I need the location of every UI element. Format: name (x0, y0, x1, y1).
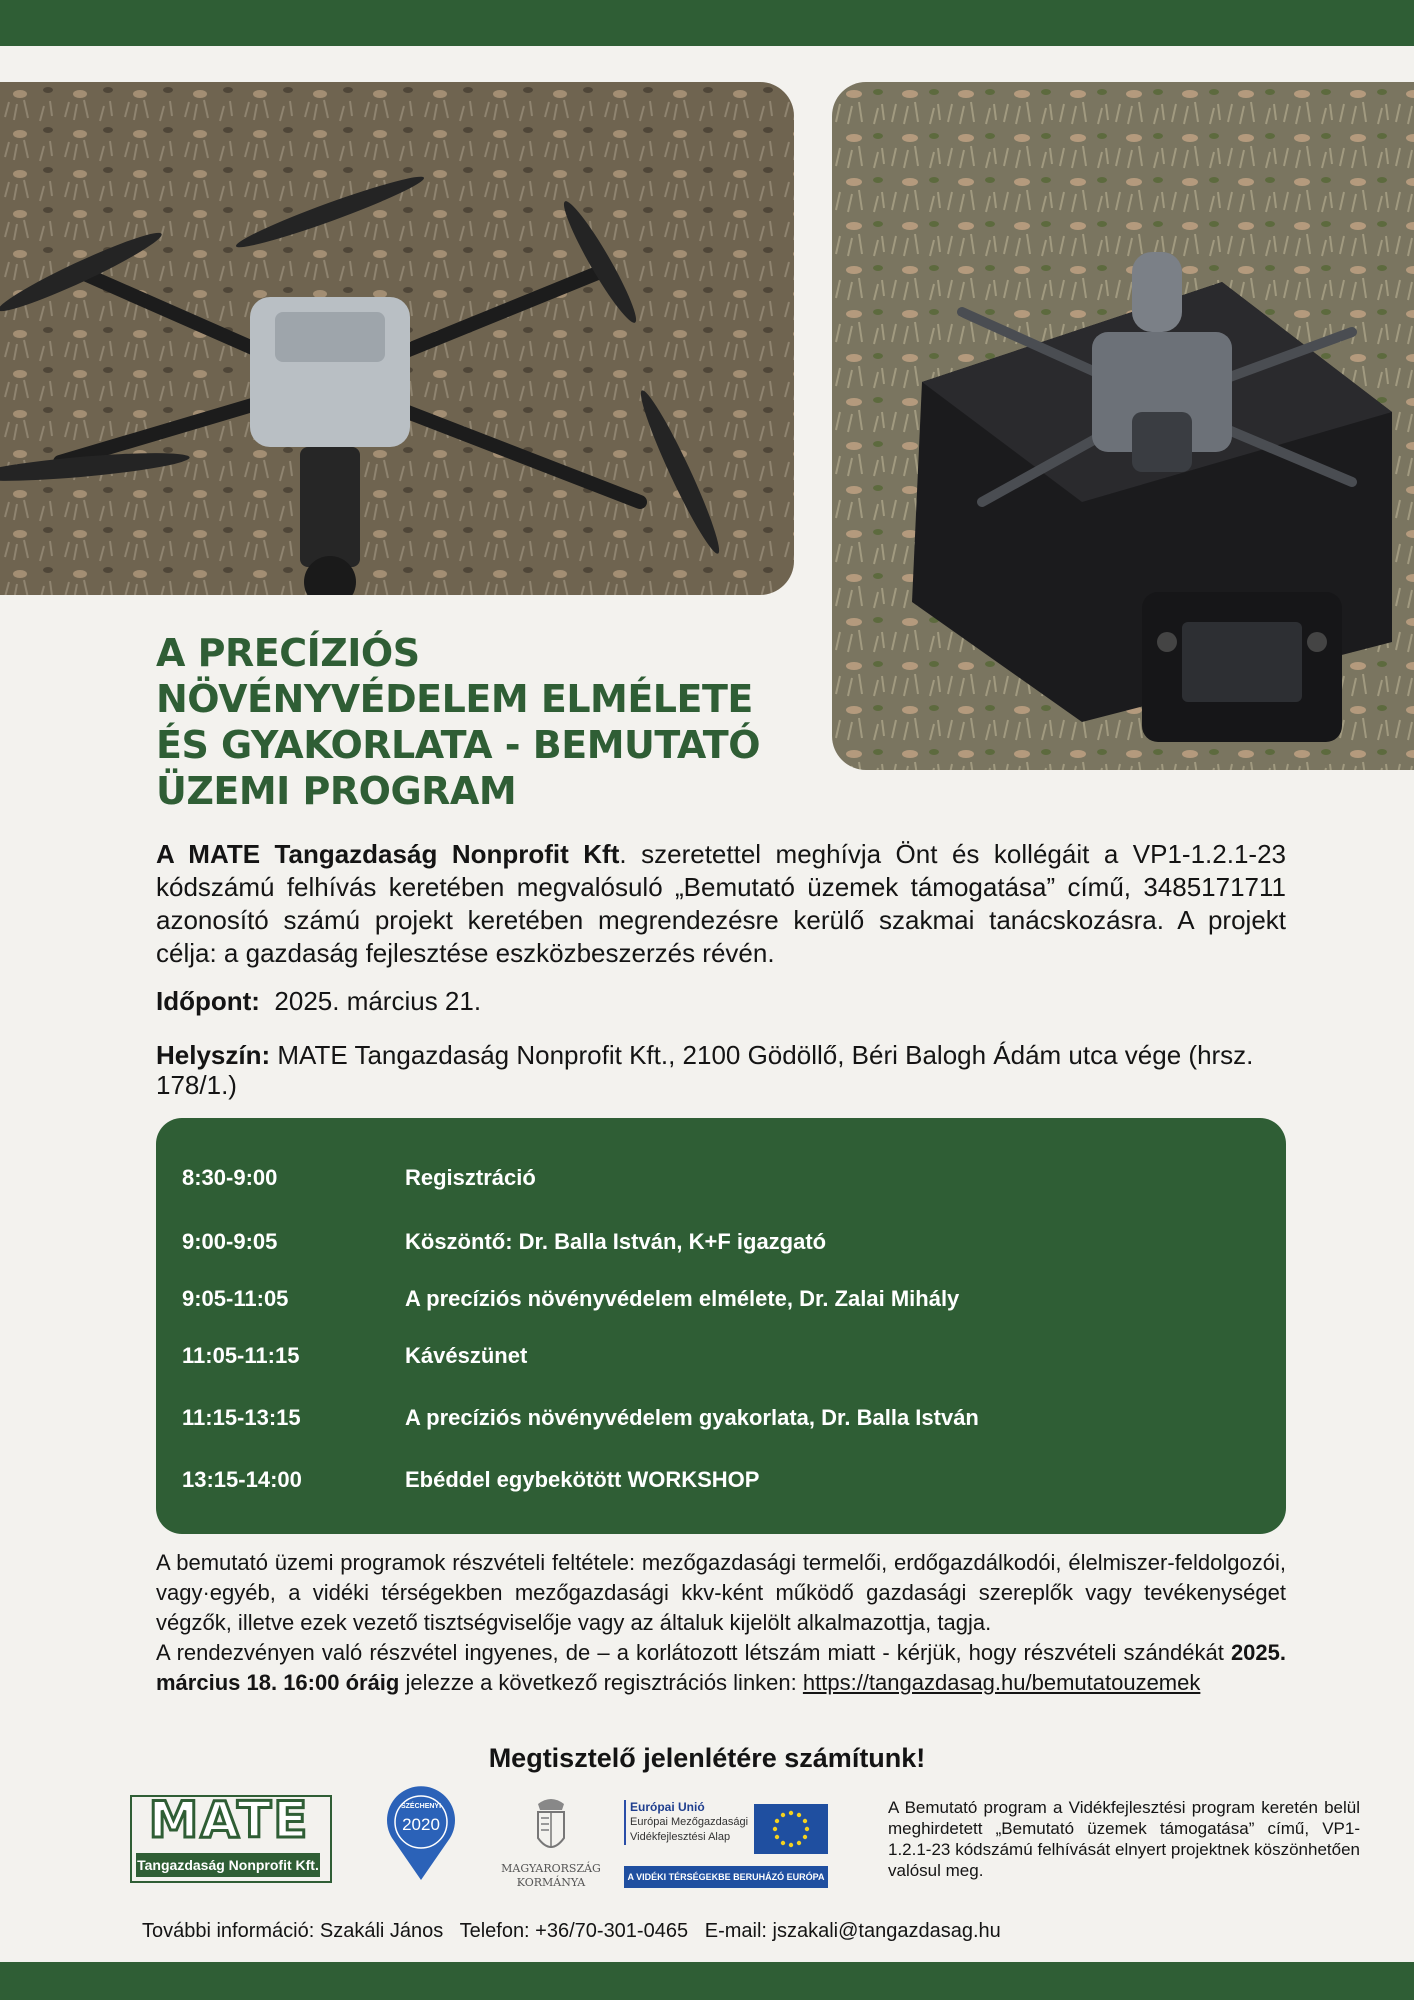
government-logo-text (498, 1862, 604, 1890)
date-value: 2025. március 21. (274, 986, 482, 1016)
agenda-item: Ebéddel egybekötött WORKSHOP (405, 1467, 760, 1492)
agricultural-drone-photo (0, 82, 794, 595)
location-label: Helyszín: (156, 1040, 271, 1070)
government-line: MAGYARORSZÁG (501, 1862, 601, 1875)
eu-title: Európai Unió (630, 1800, 705, 1814)
registration-link[interactable]: https://tangazdasag.hu/bemutatouzemek (802, 1670, 1201, 1695)
agenda-item: Regisztráció (405, 1165, 536, 1190)
closing-line: Megtisztelő jelenlétére számítunk! (488, 1743, 926, 1773)
agenda-row (156, 1165, 1286, 1195)
contact-info: További információ: Szakáli János Telefon: +36/70-301-0465 E-mail: jszakali@tangazdasag.hu (142, 1920, 1001, 1942)
eligibility-text: A bemutató üzemi programok részvételi feltétele: mezőgazdasági termelői, erdőgazdálkodói, élelmiszer-feldolgozói, vagy·egyéb, a vidéki térségekben mezőgazdasági kkv-ként működő gazdasági szereplők vagy tevékenységet végzők, illetve ezek vezető tisztségviselője vagy az általuk kijelölt alkalmazottja, tagja. (156, 1550, 1286, 1635)
agenda-row (156, 1229, 1286, 1259)
government-logo (501, 1792, 601, 1892)
bottom-band (0, 1962, 1414, 2000)
organizer-name: A MATE Tangazdaság Nonprofit Kft (156, 839, 620, 869)
event-date (156, 986, 1286, 1016)
government-line: KORMÁNYA (516, 1876, 586, 1889)
title-line: ÜZEMI PROGRAM (156, 769, 517, 813)
location-value: MATE Tangazdaság Nonprofit Kft., 2100 Gödöllő, Béri Balogh Ádám utca vége (hrsz. 178/1.) (156, 1040, 1254, 1100)
agenda-time: 9:00-9:05 (182, 1229, 278, 1254)
registration-intro: A rendezvényen való részvétel ingyenes, de – a korlátozott létszám miatt - kérjük, hogy részvételi szándékát (156, 1640, 1231, 1665)
szechenyi-year: 2020 (402, 1815, 440, 1834)
eu-slogan: A VIDÉKI TÉRSÉGEKBE BERUHÁZÓ EURÓPA (624, 1866, 828, 1888)
eu-logo (624, 1800, 828, 1892)
agenda-item: A precíziós növényvédelem gyakorlata, Dr. Balla István (405, 1405, 979, 1430)
registration-instruction: jelezze a következő regisztrációs linken: (399, 1670, 803, 1695)
agenda-row (156, 1467, 1286, 1497)
date-label: Időpont: (156, 986, 260, 1016)
agenda-time: 11:15-13:15 (182, 1405, 301, 1430)
szechenyi-label: SZÉCHENYI (400, 1803, 442, 1810)
eu-flag-icon (754, 1804, 828, 1854)
agenda-item: A precíziós növényvédelem elmélete, Dr. Zalai Mihály (405, 1286, 960, 1311)
event-location (156, 1040, 1286, 1100)
mate-logo-letters: MATE (148, 1791, 310, 1849)
eu-logo-text (624, 1800, 754, 1845)
agenda-time: 13:15-14:00 (182, 1467, 302, 1492)
szechenyi-2020-logo (386, 1786, 456, 1882)
eu-fund-line: Vidékfejlesztési Alap (630, 1831, 731, 1843)
page-title (156, 630, 816, 814)
agenda-box (156, 1118, 1286, 1534)
title-line: A PRECÍZIÓS (156, 631, 420, 675)
agenda-row (156, 1343, 1286, 1373)
invitation-text (156, 838, 1286, 970)
invitation-body: . szeretettel meghívja Önt és kollégáit a VP1-1.2.1-23 kódszámú felhívás keretében megvalósuló „Bemutató üzemek támogatása” című, 3485171711 azonosító számú projekt keretében megrendezésre kerülő szakmai tanácskozásra. A projekt célja: a gazdaság fejlesztése eszközbeszerzés révén. (156, 839, 1286, 968)
mate-logo-subtitle: Tangazdaság Nonprofit Kft. (136, 1853, 320, 1877)
title-line: NÖVÉNYVÉDELEM ELMÉLETE (156, 677, 753, 721)
agenda-item: Köszöntő: Dr. Balla István, K+F igazgató (405, 1229, 827, 1254)
eu-fund-line: Európai Mezőgazdasági (630, 1816, 749, 1828)
agenda-time: 8:30-9:00 (182, 1165, 278, 1190)
inspection-drone-photo (832, 82, 1414, 770)
mate-logo (130, 1791, 332, 1883)
agenda-item: Kávészünet (405, 1343, 528, 1368)
agenda-row (156, 1405, 1286, 1435)
title-line: ÉS GYAKORLATA - BEMUTATÓ (156, 723, 761, 767)
top-band (0, 0, 1414, 46)
funding-note: A Bemutató program a Vidékfejlesztési program keretén belül meghirdetett „Bemutató üzemek támogatása” című, VP1-1.2.1-23 kódszámú felhívását elnyert projektnek köszönhetően valósul meg. (888, 1798, 1360, 1880)
agenda-time: 11:05-11:15 (182, 1343, 300, 1368)
coat-of-arms-icon (508, 1792, 594, 1862)
agenda-row (156, 1286, 1286, 1316)
participation-terms (156, 1548, 1286, 1698)
agenda-time: 9:05-11:05 (182, 1286, 289, 1311)
registration-deadline: 2025. március 18. 16:00 óráig (156, 1640, 1286, 1695)
registration-text (156, 1638, 1286, 1698)
